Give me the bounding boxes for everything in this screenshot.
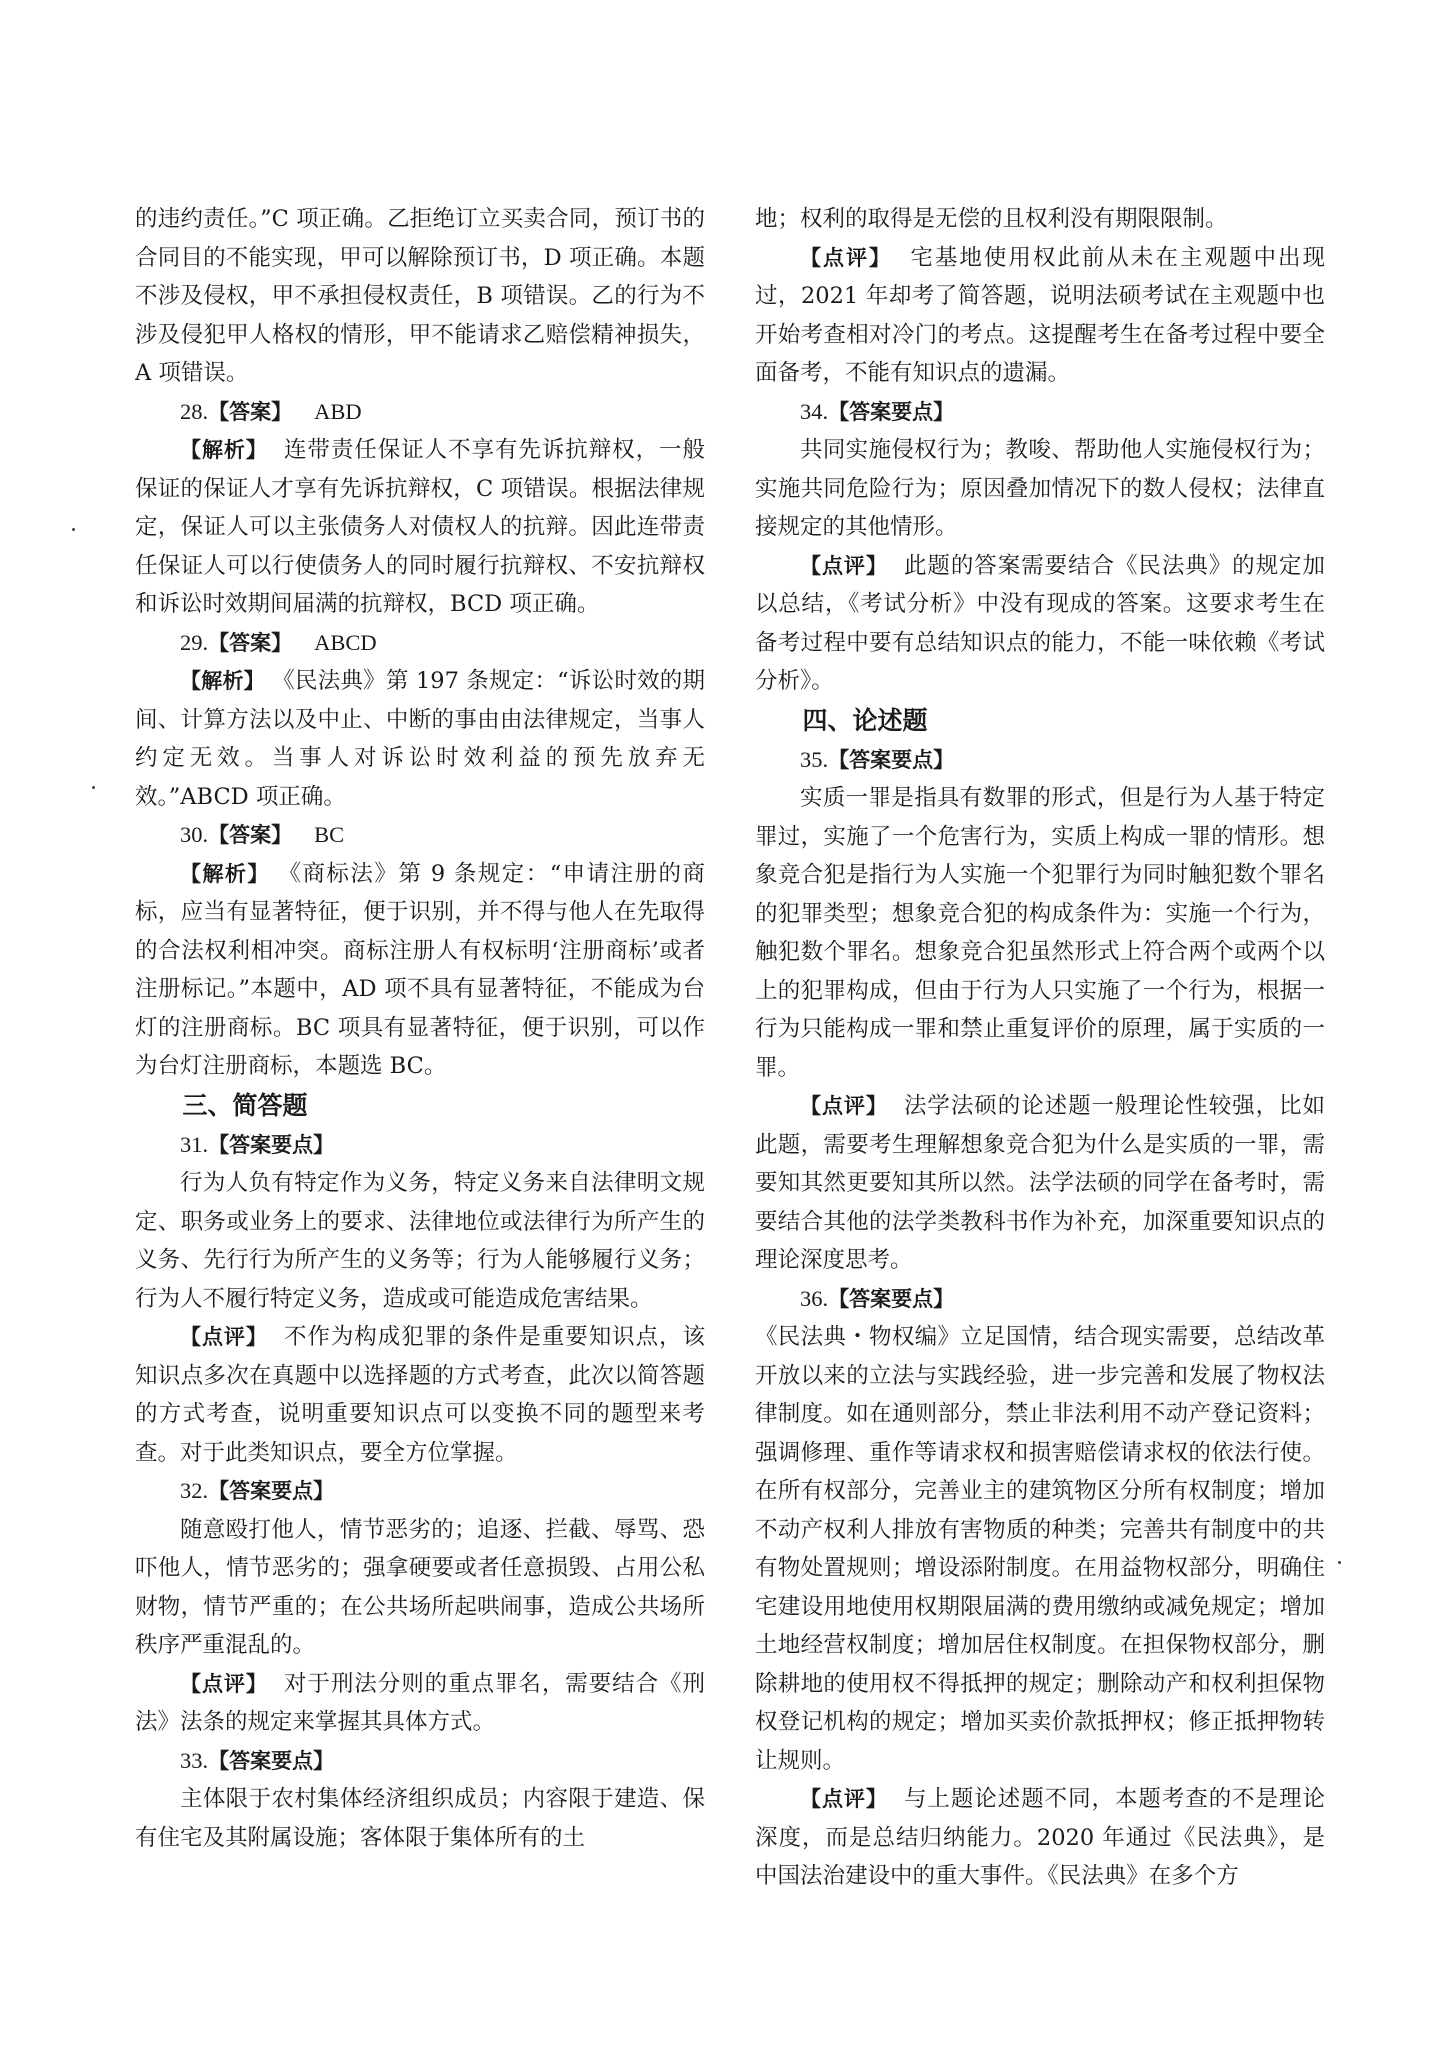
answer-q30: 30.【答案】 BC — [180, 822, 345, 847]
answer-key-q35: 35.【答案要点】 — [800, 746, 955, 772]
answer-q28: 28.【答案】 ABD — [180, 398, 362, 424]
section-heading-short-answer: 三、简答题 — [182, 1090, 308, 1120]
analysis-q30: 【解析】 《商标法》第 9 条规定：“申请注册的商标，应当有显著特征，便于识别，并不得与他人在先取得的合法权利相冲突。商标注册人有权标明‘注册商标’或者注册标记。”本题中，AD 项不具有显著特征，不能成为台灯的注册商标。BC 项具有显著特征，便于识别，可以作为台灯注册商标，本题选 BC。 — [135, 860, 705, 1079]
comment-q33: 【点评】 宅基地使用权此前从未在主观题中出现过，2021 年却考了简答题，说明法硕考试在主观题中也开始考查相对冷门的考点。这提醒考生在备考过程中要全面备考，不能有知识点的遗漏。 — [755, 244, 1325, 386]
paragraph-continuation: 地；权利的取得是无偿的且权利没有期限限制。 — [755, 206, 1228, 232]
answer-key-q36: 36.【答案要点】 — [800, 1285, 955, 1311]
comment-q36: 【点评】 与上题论述题不同，本题考查的不是理论深度，而是总结归纳能力。2020 年通过《民法典》，是中国法治建设中的重大事件。《民法典》在多个方 — [755, 1786, 1325, 1889]
answer-key-q34: 34.【答案要点】 — [800, 398, 955, 424]
paragraph-continuation: 的违约责任。”C 项正确。乙拒绝订立买卖合同，预订书的合同目的不能实现，甲可以解除预订书，D 项正确。本题不涉及侵权，甲不承担侵权责任，B 项错误。乙的行为不涉及侵犯甲人格权的情形，甲不能请求乙赔偿精神损失，A 项错误。 — [135, 206, 705, 386]
comment-q34: 【点评】 此题的答案需要结合《民法典》的规定加以总结，《考试分析》中没有现成的答案。这要求考生在备考过程中要有总结知识点的能力，不能一味依赖《考试分析》。 — [755, 552, 1325, 694]
section-heading-essay: 四、论述题 — [802, 705, 928, 735]
comment-q32: 【点评】 对于刑法分则的重点罪名，需要结合《刑法》法条的规定来掌握其具体方式。 — [135, 1670, 705, 1735]
answer-body-q32: 随意殴打他人，情节恶劣的；追逐、拦截、辱骂、恐吓他人，情节恶劣的；强拿硬要或者任意损毁、占用公私财物，情节严重的；在公共场所起哄闹事，造成公共场所秩序严重混乱的。 — [135, 1516, 705, 1658]
answer-q29: 29.【答案】 ABCD — [180, 629, 377, 655]
comment-q31: 【点评】 不作为构成犯罪的条件是重要知识点，该知识点多次在真题中以选择题的方式考查，此次以简答题的方式考查，说明重要知识点可以变换不同的题型来考查。对于此类知识点，要全方位掌握。 — [135, 1324, 705, 1466]
right-column — [755, 200, 1325, 1980]
answer-body-q33: 主体限于农村集体经济组织成员；内容限于建造、保有住宅及其附属设施；客体限于集体所有的土 — [135, 1786, 705, 1851]
answer-key-q33: 33.【答案要点】 — [180, 1747, 335, 1773]
scan-speck — [72, 528, 75, 531]
answer-body-q34: 共同实施侵权行为；教唆、帮助他人实施侵权行为；实施共同危险行为；原因叠加情况下的数人侵权；法律直接规定的其他情形。 — [755, 437, 1325, 540]
answer-body-q31: 行为人负有特定作为义务，特定义务来自法律明文规定、职务或业务上的要求、法律地位或法律行为所产生的义务、先行行为所产生的义务等；行为人能够履行义务；行为人不履行特定义务，造成或可能造成危害结果。 — [135, 1170, 705, 1312]
answer-body-q36: 《民法典・物权编》立足国情，结合现实需要，总结改革开放以来的立法与实践经验，进一步完善和发展了物权法律制度。如在通则部分，禁止非法利用不动产登记资料；强调修理、重作等请求权和损害赔偿请求权的依法行使。在所有权部分，完善业主的建筑物区分所有权制度；增加不动产权利人排放有害物质的种类；完善共有制度中的共有物处置规则；增设添附制度。在用益物权部分，明确住宅建设用地使用权期限届满的费用缴纳或减免规定；增加土地经营权制度；增加居住权制度。在担保物权部分，删除耕地的使用权不得抵押的规定；删除动产和权利担保物权登记机构的规定；增加买卖价款抵押权；修正抵押物转让规则。 — [755, 1324, 1325, 1774]
answer-key-q32: 32.【答案要点】 — [180, 1478, 335, 1503]
comment-q35: 【点评】 法学法硕的论述题一般理论性较强，比如此题，需要考生理解想象竞合犯为什么是实质的一罪，需要知其然更要知其所以然。法学法硕的同学在备考时，需要结合其他的法学类教科书作为补充，加深重要知识点的理论深度思考。 — [755, 1093, 1325, 1273]
answer-key-q31: 31.【答案要点】 — [180, 1131, 335, 1157]
scan-speck — [92, 786, 95, 789]
analysis-q28: 【解析】 连带责任保证人不享有先诉抗辩权，一般保证的保证人才享有先诉抗辩权，C 项错误。根据法律规定，保证人可以主张债务人对债权人的抗辩。因此连带责任保证人可以行使债务人的同时履行抗辩权、不安抗辩权和诉讼时效期间届满的抗辩权，BCD 项正确。 — [135, 437, 705, 617]
scan-speck — [1338, 1561, 1341, 1564]
analysis-q29: 【解析】 《民法典》第 197 条规定：“诉讼时效的期间、计算方法以及中止、中断的事由由法律规定，当事人约定无效。当事人对诉讼时效利益的预先放弃无效。”ABCD 项正确。 — [135, 668, 705, 810]
left-column — [135, 200, 705, 1980]
answer-page — [135, 200, 1325, 1980]
answer-body-q35: 实质一罪是指具有数罪的形式，但是行为人基于特定罪过，实施了一个危害行为，实质上构成一罪的情形。想象竞合犯是指行为人实施一个犯罪行为同时触犯数个罪名的犯罪类型；想象竞合犯的构成条件为：实施一个行为，触犯数个罪名。想象竞合犯虽然形式上符合两个或两个以上的犯罪构成，但由于行为人只实施了一个行为，根据一行为只能构成一罪和禁止重复评价的原理，属于实质的一罪。 — [755, 785, 1325, 1081]
